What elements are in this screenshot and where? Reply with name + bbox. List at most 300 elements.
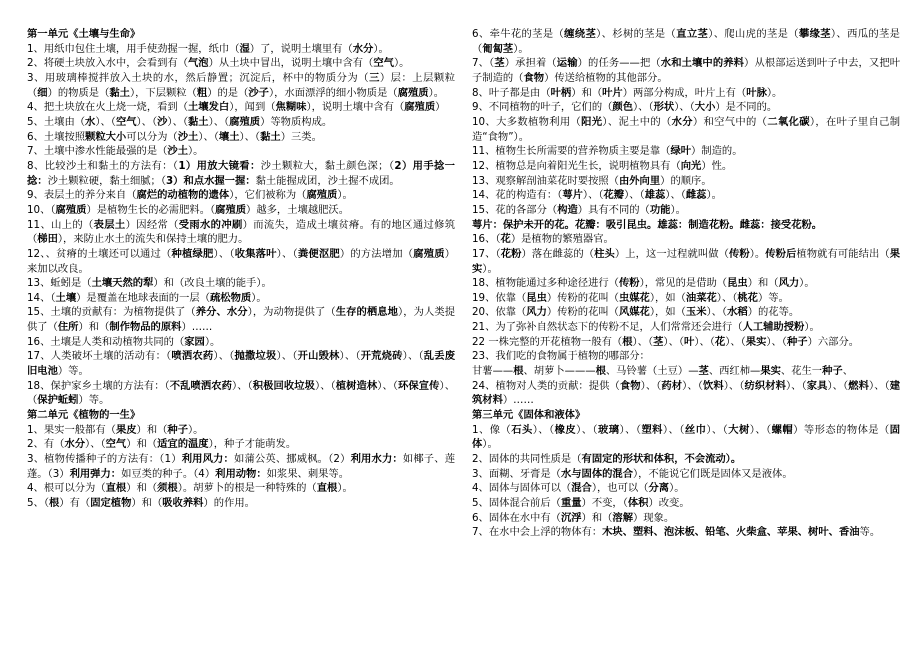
bold-answer: 收集落叶 <box>234 247 277 260</box>
bold-answer: 体积 <box>627 497 649 509</box>
text-run: ）的作用。 <box>203 497 255 509</box>
bold-answer: 风媒花 <box>618 306 650 319</box>
text-run: 2、固体的共同性质是（ <box>472 453 582 466</box>
text-run: ）、（ <box>231 379 253 392</box>
bold-answer: 空气 <box>373 57 394 70</box>
text-run: ）。 <box>669 482 685 495</box>
text-run: ）、（ <box>725 335 746 348</box>
bold-answer: 不乱喷洒农药 <box>169 379 232 392</box>
bold-answer: 根 <box>513 365 524 378</box>
text-run: 如椰子、莲蓬。（3） <box>27 453 456 480</box>
text-run: 23、我们吃的食物属于植物的哪部分： <box>472 350 650 363</box>
text-run: ）、（ <box>662 423 685 436</box>
text-run: ）的顺序。 <box>660 174 712 187</box>
text-run: 6、固体在水中有（ <box>472 511 561 524</box>
bold-answer: 燃料 <box>848 379 869 392</box>
text-run: ），闻到（ <box>229 101 276 114</box>
text-run: ），水面漂浮的细小物质是（ <box>268 86 398 99</box>
text-run: 16、土壤是人类和动植物共同的（ <box>27 335 185 348</box>
bold-answer: 水分 <box>671 115 693 128</box>
text-run: 16、（ <box>472 233 501 246</box>
paragraph <box>472 100 900 115</box>
bold-answer: 空气 <box>115 115 137 128</box>
text-run: ），常见的是借助（ <box>639 277 728 290</box>
bold-answer: 人工辅助授粉 <box>742 321 805 334</box>
bold-answer: 表层土 <box>93 218 126 231</box>
text-run: ）。 <box>188 423 204 436</box>
paragraph <box>472 335 900 350</box>
bold-answer: 直根 <box>316 482 338 495</box>
bold-answer: 住所 <box>57 321 79 334</box>
bold-answer: 1）用放大镜看： <box>178 159 261 172</box>
text-run: ）、（ <box>785 379 807 392</box>
bold-answer: 虫媒花 <box>618 291 650 304</box>
paragraph <box>27 130 455 145</box>
bold-answer: 固定植物 <box>90 497 132 509</box>
paragraph <box>27 203 455 218</box>
text-run: 2、将硬土块放入水中，会看到有（ <box>27 57 189 70</box>
bold-answer: 饮料 <box>702 379 724 392</box>
text-run: ）、（ <box>167 115 189 128</box>
bold-answer: 沙 <box>157 115 168 128</box>
paragraph <box>472 247 900 276</box>
bold-answer: 壤土 <box>218 130 240 143</box>
paragraph <box>472 144 900 159</box>
text-run: ）和（ <box>136 423 168 436</box>
text-run: ）、（ <box>576 423 599 436</box>
text-run: 5、土壤由（ <box>27 115 86 128</box>
text-run: ）、（ <box>716 291 738 304</box>
paragraph <box>27 496 455 511</box>
text-run: 1、果实一般都有（ <box>27 423 116 436</box>
bold-answer: 叶柄 <box>550 86 572 99</box>
bold-answer: 雄蕊 <box>644 189 666 202</box>
text-run: ）等。 <box>78 394 110 407</box>
text-run: ）、（ <box>213 247 235 260</box>
text-run: ）和（ <box>571 86 603 99</box>
text-run: ）。 <box>373 42 389 55</box>
text-run: 4、固体与固体可以（ <box>472 482 572 495</box>
text-run: ），种子才能萌发。 <box>208 438 297 451</box>
text-run: 10、（ <box>27 203 56 216</box>
bold-answer: 萼片 <box>562 189 583 202</box>
text-run: 3、植物传播种子的方法有：（1） <box>27 453 182 466</box>
text-run: ）。 <box>482 438 498 451</box>
text-run: 9、表层土的养分来自（ <box>27 189 137 202</box>
paragraph <box>472 452 900 467</box>
text-run: 1、像（ <box>472 423 512 436</box>
bold-answer: 空气 <box>105 438 127 451</box>
bold-answer: 传粉 <box>728 247 750 260</box>
paragraph <box>472 86 900 101</box>
text-run: 15、花的各部分（ <box>472 203 558 216</box>
bold-answer: 木块、塑料、泡沫板、铅笔、火柴盒、苹果、树叶、香油 <box>602 526 860 539</box>
bold-answer: 3）和点水握一握： <box>166 174 256 187</box>
text-run: 如浆果、刺果等。 <box>266 467 350 480</box>
bold-answer: 建筑材料 <box>472 379 901 407</box>
bold-answer: 腐烂的动植物的遗体 <box>136 189 230 202</box>
text-run: ）的物质是（ <box>47 86 110 99</box>
bold-answer: 喷洒农药 <box>171 350 214 363</box>
bold-answer: 种植绿肥 <box>171 247 214 260</box>
text-run: ）的方法增加（ <box>339 247 414 260</box>
paragraph <box>27 291 455 306</box>
text-run: ）、（ <box>208 115 230 128</box>
bold-answer: 功能 <box>649 203 671 216</box>
text-run: ）、（ <box>632 335 654 348</box>
bold-answer: 土壤发白 <box>188 101 230 114</box>
text-run: ）、（ <box>27 379 456 407</box>
bold-answer: 螺帽 <box>771 423 794 436</box>
paragraph <box>27 144 455 159</box>
text-run: ）的是（ <box>207 86 249 99</box>
text-run: 18、植物能通过多种途径进行（ <box>472 277 619 290</box>
text-run: ）上，这一过程就叫做（ <box>614 247 729 260</box>
paragraph <box>472 467 900 482</box>
paragraph <box>472 56 900 85</box>
text-run: ）、（ <box>723 379 745 392</box>
bold-answer: 种子 <box>822 365 843 378</box>
bold-answer: 土壤天然的犁 <box>91 277 154 290</box>
bold-answer: 腐殖质 <box>55 203 87 216</box>
bold-answer: 制作物品的原料 <box>109 321 182 334</box>
text-run: ）和（ <box>131 497 163 509</box>
text-run: ）和（ <box>747 277 779 290</box>
bold-answer: 溶解 <box>612 511 634 524</box>
paragraph <box>472 188 900 203</box>
bold-answer: 焦糊味 <box>275 101 307 114</box>
text-run: ），也可以（ <box>591 482 649 495</box>
text-run: ）是植物的繁殖器官。 <box>510 233 614 246</box>
text-run: ）、（ <box>377 379 399 392</box>
text-run: ）和（ <box>126 482 158 495</box>
bold-answer: 茎 <box>494 57 505 70</box>
text-run: ）、爬山虎的茎是（ <box>708 28 799 40</box>
paragraph <box>472 203 900 218</box>
bold-answer: 颜色 <box>612 101 634 114</box>
paragraph <box>472 159 900 174</box>
bold-answer: 湿 <box>239 42 250 55</box>
text-run: ），为人类提供了（ <box>27 306 456 334</box>
bold-answer: 腐殖质 <box>229 115 261 128</box>
text-run: ）、（ <box>766 335 787 348</box>
bold-answer: 向光 <box>680 159 702 172</box>
bold-answer: 水与固体的混合 <box>560 467 634 480</box>
text-run: 5、（ <box>27 497 49 509</box>
bold-answer: 有固定的形状和体积，不会流动）。 <box>581 453 742 466</box>
text-run: ）是植物生长的必需肥料。（ <box>86 203 216 216</box>
bold-answer: 直立茎 <box>676 28 709 40</box>
text-run: ）。 <box>706 189 722 202</box>
text-run: 10、大多数植物利用（ <box>472 115 582 128</box>
bold-answer: 黏土 <box>188 115 209 128</box>
bold-answer: 植树造林 <box>335 379 378 392</box>
text-run: 植物就有可能结出（ <box>796 247 890 260</box>
text-run: 12、植物总是向着阳光生长，说明植物具有（ <box>472 159 681 172</box>
text-run: ）、（ <box>136 115 158 128</box>
bold-answer: 塑料 <box>641 423 663 436</box>
bold-answer: 水分 <box>352 42 374 55</box>
text-run: ）、（ <box>276 247 298 260</box>
bold-answer: 油菜花 <box>685 291 717 304</box>
bold-answer: 水 <box>85 115 96 128</box>
bold-answer: 大小 <box>694 101 716 114</box>
bold-answer: 水稻 <box>727 306 748 319</box>
text-run: ）、（ <box>402 350 424 363</box>
text-run: 22 一株完整的开花植物一般有（ <box>472 335 623 348</box>
text-run: ）、（ <box>665 189 686 202</box>
bold-answer: 药材 <box>661 379 683 392</box>
bold-answer: 根 <box>622 335 633 348</box>
paragraph <box>27 452 455 481</box>
text-run: 3、面糊、牙膏是（ <box>472 467 561 480</box>
text-run: ）传送给植物的其他部分。 <box>544 71 668 84</box>
bold-answer: 果实 <box>745 335 767 348</box>
text-run: ）从土块中冒出，说明土壤中含有（ <box>208 57 374 70</box>
text-run: ）、（ <box>633 101 654 114</box>
text-run: 11、植物生长所需要的营养物质主要是靠（ <box>472 145 671 158</box>
text-run: ）、（ <box>694 335 715 348</box>
text-run: ）的任务——把（ <box>577 57 661 70</box>
text-run: ）等。 <box>757 291 789 304</box>
text-run: ），在叶子里自己制造“食物”）。 <box>472 115 901 143</box>
text-run: ）…… <box>181 321 213 334</box>
text-run: ）等。 <box>57 365 89 378</box>
text-run: ）、（ <box>198 130 219 143</box>
bold-answer: 种子 <box>167 423 189 436</box>
text-run: ）等物质构成。 <box>260 115 333 128</box>
text-run: 19、依靠（ <box>472 291 527 304</box>
bold-answer: 腐殖质 <box>413 247 445 260</box>
bold-answer: 积极回收垃圾 <box>252 379 315 392</box>
text-run: ）。 <box>766 86 783 99</box>
text-run: ）落在雌蕊的（ <box>521 247 595 260</box>
bold-answer: 果皮 <box>115 423 137 436</box>
text-run: ）、（ <box>532 423 555 436</box>
bold-answer: 二氧化碳 <box>767 115 810 128</box>
paragraph <box>472 423 900 452</box>
bold-answer: 根 <box>595 365 606 378</box>
text-run: ）…… <box>502 394 534 407</box>
text-run: ）六部分。 <box>807 335 860 348</box>
text-run: 6、土壤按照 <box>27 130 86 143</box>
bold-answer: 粗 <box>196 86 208 99</box>
bold-answer: 纺织材料 <box>744 379 786 392</box>
bold-answer: 沙土 <box>167 145 189 158</box>
text-run: ）、（ <box>619 423 642 436</box>
text-run: 4、把土块放在火上烧一烧，看到（ <box>27 101 189 114</box>
text-run: ）性。 <box>701 159 733 172</box>
paragraph <box>472 364 900 379</box>
bold-answer: 抛撒垃圾 <box>234 350 277 363</box>
text-run: ）从根部运送到叶子中去，又把叶子制造的（ <box>472 57 901 84</box>
bold-answer: 绿叶 <box>670 145 692 158</box>
text-run: ）。 <box>337 482 353 495</box>
bold-answer: 柱头 <box>594 247 615 260</box>
text-run: 12、、贫瘠的土壤还可以通过（ <box>27 247 172 260</box>
bold-answer: 萼片：保护未开的花。花瓣：吸引昆虫。雄蕊：制造花粉。雌蕊：接受花粉。 <box>472 218 823 231</box>
bold-answer: 花瓣 <box>603 189 625 202</box>
text-run: ） <box>435 101 446 114</box>
paragraph <box>472 218 900 233</box>
bold-answer: 分离 <box>648 482 670 495</box>
bold-answer: 生存的栖息地 <box>335 306 399 319</box>
text-run: ），不能说它们既是固体又是液体。 <box>633 467 793 480</box>
text-run: ）了，说明土壤里有（ <box>249 42 353 55</box>
bold-answer: 叶片 <box>602 86 623 99</box>
paragraph <box>472 496 900 511</box>
text-run: 13、蚯蚓是（ <box>27 277 92 290</box>
text-run: 黏土能握成团，沙土握不成团。 <box>255 174 400 187</box>
text-run: 甘薯—— <box>472 365 514 378</box>
paragraph <box>472 481 900 496</box>
text-run: 、 <box>842 365 853 378</box>
paragraph <box>472 349 900 364</box>
text-run: 13、观察解剖油菜花时要按照（ <box>472 174 619 187</box>
text-run: 15、土壤的贡献有：为植物提供了（ <box>27 306 196 319</box>
bold-answer: 腐殖质 <box>397 86 429 99</box>
text-run: 24、植物对人类的贡献：提供（ <box>472 379 620 392</box>
text-run: 7、（ <box>472 57 495 70</box>
bold-answer: 根 <box>49 497 60 509</box>
text-run: ）和（ <box>581 511 613 524</box>
bold-answer: 叶 <box>684 335 695 348</box>
bold-answer: 沙土 <box>177 130 199 143</box>
bold-answer: 雌蕊 <box>685 189 707 202</box>
paragraph <box>27 437 455 452</box>
bold-answer: 保护蚯蚓 <box>37 394 79 407</box>
bold-answer: 传粉 <box>618 277 640 290</box>
bold-answer: 传粉后 <box>765 247 797 260</box>
bold-answer: 大树 <box>728 423 750 436</box>
bold-answer: 吸收养料 <box>162 497 204 509</box>
text-run: ）、杉树的茎是（ <box>596 28 677 40</box>
text-run: ）和（ <box>126 438 158 451</box>
text-run: ）、（ <box>85 438 106 451</box>
text-run: 如蒲公英、挪威枫。（2） <box>233 453 351 466</box>
text-run: ）两部分构成，叶片上有（ <box>622 86 747 99</box>
bold-answer: 匍匐茎 <box>482 42 514 55</box>
paragraph <box>27 481 455 496</box>
right-column <box>472 27 900 540</box>
bold-answer: 水和土壤中的养料 <box>660 57 745 70</box>
bold-answer: 玻璃 <box>598 423 620 436</box>
bold-answer: 种子 <box>786 335 808 348</box>
text-run: ）、（ <box>339 350 361 363</box>
text-run: ）。 <box>482 262 498 275</box>
text-run: ）、（ <box>827 379 849 392</box>
text-run: 、花生一 <box>780 365 823 378</box>
bold-answer: 三 <box>369 71 380 84</box>
text-run: ）。 <box>204 335 221 348</box>
bold-answer: 橡皮 <box>554 423 577 436</box>
bold-answer: 沙子 <box>248 86 269 99</box>
paragraph <box>472 115 900 144</box>
text-run: 18、保护家乡土壤的方法有：（ <box>27 379 170 392</box>
bold-answer: 丝巾 <box>684 423 707 436</box>
text-run: 8、比较沙土和黏土的方法有：（ <box>27 159 179 172</box>
text-run: 如豆类的种子。（4） <box>121 467 216 480</box>
text-run: ）、（ <box>749 423 772 436</box>
text-run: ）。 <box>251 291 267 304</box>
text-run: ），它们被称为（ <box>229 189 307 202</box>
text-run: ），如（ <box>649 291 686 304</box>
text-run: ）现象。 <box>633 511 675 524</box>
text-run: ）。 <box>749 247 766 260</box>
paragraph <box>27 71 455 100</box>
left-column <box>27 27 455 511</box>
paragraph <box>27 115 455 130</box>
bold-answer: 由外向里 <box>618 174 661 187</box>
bold-answer: 养分、水分 <box>195 306 248 319</box>
text-run: 沙土颗粒大，黏土颜色深；（ <box>260 159 395 172</box>
bold-answer: 气泡 <box>188 57 209 70</box>
bold-answer: 黏土 <box>260 130 281 143</box>
paragraph <box>472 525 900 540</box>
text-run: 17、人类破坏土壤的活动有：（ <box>27 350 172 363</box>
bold-answer: 受雨水的冲刷 <box>178 218 243 231</box>
text-run: ）。 <box>337 189 353 202</box>
text-run: 等。 <box>859 526 881 539</box>
paragraph <box>472 511 900 526</box>
text-run: ）、（ <box>869 379 890 392</box>
text-run: ）、（ <box>314 379 336 392</box>
text-run: 17、（ <box>472 247 501 260</box>
text-run: ）。 <box>799 277 815 290</box>
bold-answer: 腐殖质 <box>306 189 338 202</box>
text-run: 20、依靠（ <box>472 306 527 319</box>
bold-answer: 黏土 <box>109 86 130 99</box>
paragraph <box>472 276 900 291</box>
text-run: ）而流失，造成土壤贫瘠。有的地区通过修筑（ <box>27 218 456 246</box>
bold-answer: 昆虫 <box>727 277 748 290</box>
text-run: ）、泥土中的（ <box>602 115 672 128</box>
bold-answer: 食物 <box>619 379 641 392</box>
text-run: ）、（ <box>682 379 703 392</box>
paragraph <box>27 42 455 57</box>
text-run: 沙土颗粒硬，黏土细腻；（ <box>47 174 167 187</box>
text-run: ）的花等。 <box>747 306 800 319</box>
text-run: ）。 <box>428 86 445 99</box>
paragraph <box>472 291 900 306</box>
bold-answer: 风力 <box>526 306 547 319</box>
text-run: ）、（ <box>213 350 235 363</box>
text-run: ）、（ <box>674 101 695 114</box>
bold-answer: 昆虫 <box>526 291 547 304</box>
text-run: ）传粉的花叫（ <box>546 291 619 304</box>
bold-answer: 土壤 <box>55 291 77 304</box>
text-run: 14、（ <box>27 291 56 304</box>
bold-answer: 利用风力： <box>181 453 234 466</box>
text-run: 21、为了弥补自然状态下的传粉不足，人们常常还会进行（ <box>472 321 743 334</box>
bold-answer: 直根 <box>105 482 127 495</box>
text-run: 1、用纸巾包住土壤，用手使劲握一握，纸巾（ <box>27 42 240 55</box>
text-run: ）、（ <box>706 306 728 319</box>
paragraph <box>27 100 455 115</box>
bold-answer: 颗粒大小 <box>85 130 127 143</box>
bold-answer: 须根 <box>157 482 178 495</box>
text-run: ）。 <box>513 42 529 55</box>
text-run: ）和空气中的（ <box>692 115 768 128</box>
bold-answer: 石头 <box>511 423 533 436</box>
paragraph <box>472 320 900 335</box>
text-run: ）。 <box>393 57 410 70</box>
paragraph <box>27 423 455 438</box>
text-run: ）是不同的。 <box>715 101 778 114</box>
bold-answer: 细 <box>37 86 48 99</box>
bold-answer: 重量 <box>560 497 582 509</box>
bold-answer: 粪便沤肥 <box>297 247 340 260</box>
